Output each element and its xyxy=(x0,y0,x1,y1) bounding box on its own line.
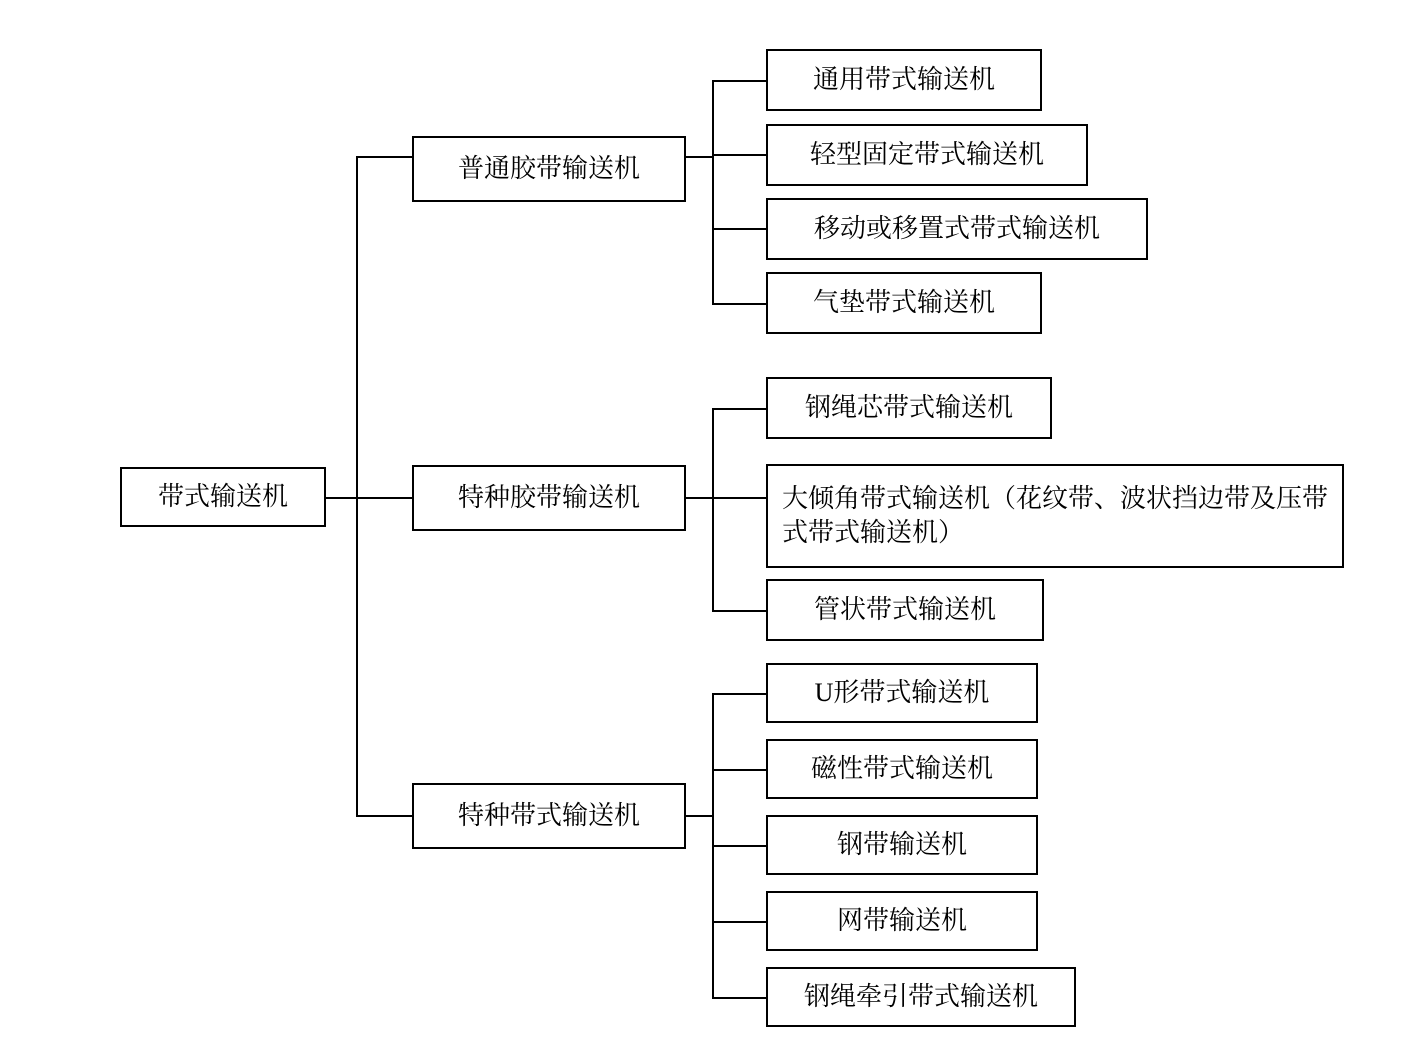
connector-branch-1-spine xyxy=(712,80,714,304)
connector-root-to-branch-3 xyxy=(356,815,412,817)
connector-root-stub xyxy=(326,497,358,499)
connector-branch-2-child-3 xyxy=(712,610,768,612)
leaf-node[interactable]: 钢绳芯带式输送机 xyxy=(766,377,1052,439)
connector-branch-1-child-2 xyxy=(712,154,768,156)
connector-branch-1-stub xyxy=(686,156,714,158)
connector-root-to-branch-1 xyxy=(356,156,412,158)
connector-branch-1-child-4 xyxy=(712,303,768,305)
connector-branch-2-stub xyxy=(686,497,714,499)
leaf-node[interactable]: 网带输送机 xyxy=(766,891,1038,951)
branch-node-3[interactable]: 特种带式输送机 xyxy=(412,783,686,849)
connector-branch-3-child-5 xyxy=(712,997,768,999)
leaf-node[interactable]: 管状带式输送机 xyxy=(766,579,1044,641)
connector-branch-1-child-3 xyxy=(712,228,768,230)
leaf-node[interactable]: 钢绳牵引带式输送机 xyxy=(766,967,1076,1027)
connector-root-spine xyxy=(356,156,358,816)
connector-branch-3-child-2 xyxy=(712,769,768,771)
connector-branch-3-child-1 xyxy=(712,693,768,695)
leaf-node[interactable]: 通用带式输送机 xyxy=(766,49,1042,111)
connector-branch-2-spine xyxy=(712,408,714,611)
leaf-node[interactable]: 磁性带式输送机 xyxy=(766,739,1038,799)
leaf-node[interactable]: 大倾角带式输送机（花纹带、波状挡边带及压带式带式输送机） xyxy=(766,464,1344,568)
branch-node-1[interactable]: 普通胶带输送机 xyxy=(412,136,686,202)
leaf-node[interactable]: 轻型固定带式输送机 xyxy=(766,124,1088,186)
connector-branch-3-child-4 xyxy=(712,921,768,923)
connector-branch-1-child-1 xyxy=(712,80,768,82)
connector-branch-3-child-3 xyxy=(712,845,768,847)
leaf-node[interactable]: U形带式输送机 xyxy=(766,663,1038,723)
connector-branch-2-child-1 xyxy=(712,408,768,410)
leaf-node[interactable]: 气垫带式输送机 xyxy=(766,272,1042,334)
root-node[interactable]: 带式输送机 xyxy=(120,467,326,527)
leaf-node[interactable]: 钢带输送机 xyxy=(766,815,1038,875)
connector-branch-2-child-2 xyxy=(712,497,768,499)
connector-root-to-branch-2 xyxy=(356,497,412,499)
leaf-node[interactable]: 移动或移置式带式输送机 xyxy=(766,198,1148,260)
connector-branch-3-stub xyxy=(686,815,714,817)
branch-node-2[interactable]: 特种胶带输送机 xyxy=(412,465,686,531)
